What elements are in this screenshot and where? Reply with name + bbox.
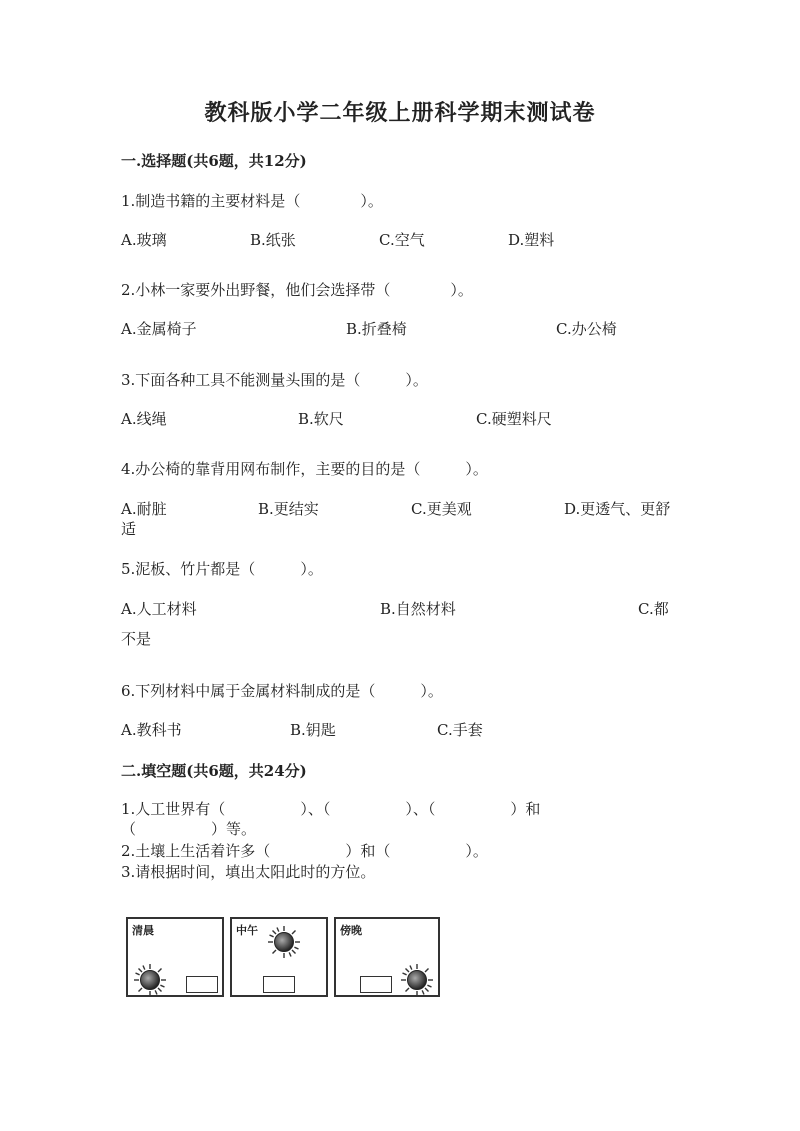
fill-question-1: 1.人工世界有（ ）、（ ）、（ ）和 xyxy=(121,800,541,818)
q2-option-c: C.办公椅 xyxy=(556,320,617,338)
section-heading-fill: 二.填空题(共6题，共24分) xyxy=(121,762,307,780)
q4-option-d-wrap: 适 xyxy=(121,520,137,538)
q3-option-b: B.软尺 xyxy=(298,410,344,428)
q4-option-c: C.更美观 xyxy=(411,500,472,518)
fill-question-1-wrap: （ ）等。 xyxy=(121,820,257,838)
q4-option-d: D.更透气、更舒 xyxy=(564,500,671,518)
question-2: 2.小林一家要外出野餐，他们会选择带（ ）。 xyxy=(121,281,473,299)
question-3: 3.下面各种工具不能测量头围的是（ ）。 xyxy=(121,371,428,389)
question-6: 6.下列材料中属于金属材料制成的是（ ）。 xyxy=(121,682,443,700)
q3-option-a: A.线绳 xyxy=(121,410,167,428)
answer-box-noon[interactable] xyxy=(263,976,295,993)
q5-option-b: B.自然材料 xyxy=(380,600,456,618)
q4-option-a: A.耐脏 xyxy=(121,500,167,518)
sun-icon xyxy=(133,963,167,997)
question-4: 4.办公椅的靠背用网布制作，主要的目的是（ ）。 xyxy=(121,460,488,478)
q6-option-b: B.钥匙 xyxy=(290,721,336,739)
fill-question-2: 2.土壤上生活着许多（ ）和（ ）。 xyxy=(121,842,488,860)
sun-icon xyxy=(267,925,301,959)
q2-option-a: A.金属椅子 xyxy=(121,320,197,338)
question-5: 5.泥板、竹片都是（ ）。 xyxy=(121,560,323,578)
page-title: 教科版小学二年级上册科学期末测试卷 xyxy=(204,100,596,126)
q6-option-c: C.手套 xyxy=(437,721,483,739)
question-1: 1.制造书籍的主要材料是（ ）。 xyxy=(121,192,383,210)
q1-option-a: A.玻璃 xyxy=(121,231,167,249)
q1-option-c: C.空气 xyxy=(379,231,425,249)
panel-label-noon: 中午 xyxy=(236,924,258,937)
panel-noon xyxy=(230,917,328,997)
panel-label-morning: 清晨 xyxy=(132,924,154,937)
q5-option-c-wrap: 不是 xyxy=(121,630,152,648)
q1-option-b: B.纸张 xyxy=(250,231,296,249)
answer-box-morning[interactable] xyxy=(186,976,218,993)
panel-label-evening: 傍晚 xyxy=(340,924,362,937)
q2-option-b: B.折叠椅 xyxy=(346,320,407,338)
fill-question-3: 3.请根据时间，填出太阳此时的方位。 xyxy=(121,863,376,881)
q5-option-a: A.人工材料 xyxy=(121,600,197,618)
q5-option-c: C.都 xyxy=(638,600,669,618)
q3-option-c: C.硬塑料尺 xyxy=(476,410,552,428)
sun-icon xyxy=(400,963,434,997)
answer-box-evening[interactable] xyxy=(360,976,392,993)
q4-option-b: B.更结实 xyxy=(258,500,319,518)
section-heading-choice: 一.选择题(共6题，共12分) xyxy=(121,152,307,170)
q1-option-d: D.塑料 xyxy=(508,231,555,249)
panel-morning xyxy=(126,917,224,997)
panel-evening xyxy=(334,917,440,997)
sun-position-figure xyxy=(126,917,440,1001)
q6-option-a: A.教科书 xyxy=(121,721,182,739)
